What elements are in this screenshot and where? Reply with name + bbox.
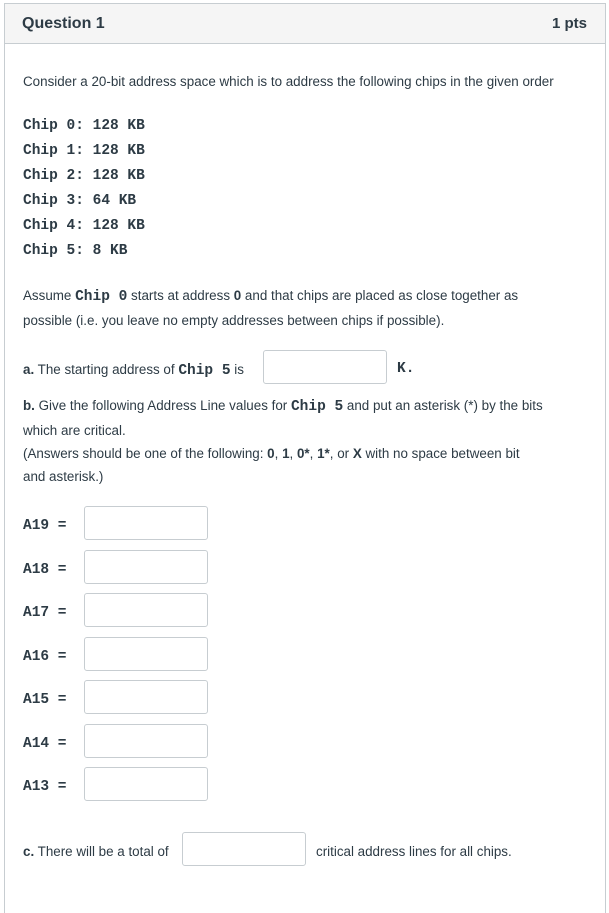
chip-list <box>23 114 145 264</box>
part-c-question <box>23 840 169 863</box>
address-line-label: A13 = <box>23 779 67 795</box>
assume-paragraph <box>23 284 583 332</box>
a19-input[interactable] <box>84 506 208 540</box>
part-a-question <box>23 358 244 383</box>
a18-input[interactable] <box>84 550 208 584</box>
assume-chip: Chip 0 <box>75 289 128 305</box>
part-c-answer-input[interactable] <box>182 832 306 866</box>
chip-line: Chip 3: 64 KB <box>23 193 137 209</box>
chip-line: Chip 2: 128 KB <box>23 168 145 184</box>
part-a-chip: Chip 5 <box>178 363 231 379</box>
part-b-note-line2: and asterisk.) <box>23 469 104 484</box>
part-b-text: and put an asterisk (*) by the bits <box>343 398 543 413</box>
option-1-star: 1* <box>317 446 330 461</box>
separator: , or <box>329 446 353 461</box>
part-b-text: Give the following Address Line values for <box>34 398 291 413</box>
a14-input[interactable] <box>84 724 208 758</box>
option-1: 1 <box>282 446 290 461</box>
part-b-note: (Answers should be one of the following: <box>23 446 268 461</box>
part-b-note: with no space between bit <box>361 446 520 461</box>
a17-input[interactable] <box>84 593 208 627</box>
part-a-text: is <box>230 362 244 377</box>
option-0-star: 0* <box>296 446 310 461</box>
part-a-label: a. <box>23 362 35 377</box>
part-b-text-line2: which are critical. <box>23 423 126 438</box>
address-line-label: A17 = <box>23 605 67 621</box>
intro-text: Consider a 20-bit address space which is to address the following chips in the given order <box>23 74 554 89</box>
address-line-label: A14 = <box>23 736 67 752</box>
part-c-text: There will be a total of <box>34 844 169 859</box>
address-line-label: A18 = <box>23 562 67 578</box>
question-header <box>5 4 605 44</box>
part-c-suffix: critical address lines for all chips. <box>316 844 512 859</box>
separator: , <box>309 446 318 461</box>
option-x: X <box>352 446 362 461</box>
address-line-label: A16 = <box>23 649 67 665</box>
chip-line: Chip 4: 128 KB <box>23 218 145 234</box>
part-b-question <box>23 394 588 488</box>
question-title: Question 1 <box>22 14 105 32</box>
part-b-chip: Chip 5 <box>290 399 344 415</box>
separator: , <box>289 446 297 461</box>
part-b-label: b. <box>23 398 35 413</box>
address-line-label: A19 = <box>23 518 67 534</box>
chip-line: Chip 0: 128 KB <box>23 118 145 134</box>
a15-input[interactable] <box>84 680 208 714</box>
part-a-text: The starting address of <box>34 362 179 377</box>
a13-input[interactable] <box>84 767 208 801</box>
separator: , <box>274 446 283 461</box>
part-a-suffix: K. <box>397 361 415 377</box>
part-c-label: c. <box>23 844 35 859</box>
chip-line: Chip 1: 128 KB <box>23 143 145 159</box>
chip-line: Chip 5: 8 KB <box>23 243 128 259</box>
assume-text: and that chips are placed as close together as <box>241 288 519 303</box>
assume-zero: 0 <box>233 288 242 303</box>
assume-text-line2: possible (i.e. you leave no empty addresses between chips if possible). <box>23 313 445 328</box>
address-line-label: A15 = <box>23 692 67 708</box>
part-a-answer-input[interactable] <box>263 350 387 384</box>
question-points: 1 pts <box>551 15 587 32</box>
question-card <box>4 3 606 913</box>
assume-text: starts at address <box>127 288 234 303</box>
option-0: 0 <box>267 446 275 461</box>
a16-input[interactable] <box>84 637 208 671</box>
assume-text: Assume <box>23 288 76 303</box>
